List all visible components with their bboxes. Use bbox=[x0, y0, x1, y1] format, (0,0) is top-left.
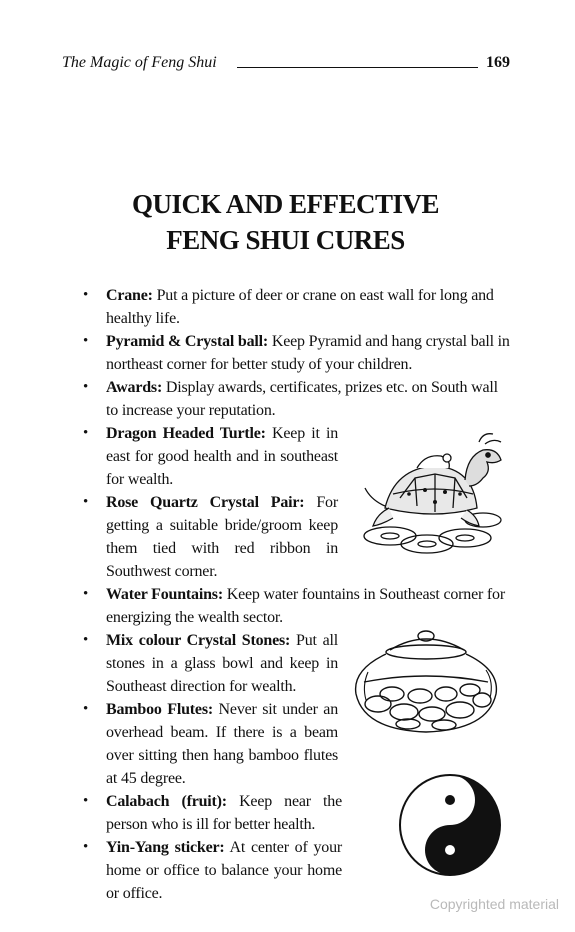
cure-text: For getting a suitable bride/groom keep them tied with red ribbon in Southwest corner. bbox=[106, 494, 338, 580]
book-title: The Magic of Feng Shui bbox=[62, 54, 217, 71]
cure-text: Keep it in east for good health and in southeast for wealth. bbox=[106, 425, 338, 488]
cure-text: Put a picture of deer or crane on east wall for long and healthy life. bbox=[106, 287, 494, 327]
cure-name: Calabach (fruit): bbox=[106, 793, 227, 810]
cure-name: Dragon Headed Turtle: bbox=[106, 425, 266, 442]
cure-name: Pyramid & Crystal ball: bbox=[106, 333, 269, 350]
bullet: • bbox=[83, 287, 89, 303]
bullet: • bbox=[83, 701, 89, 717]
cure-text: Display awards, certificates, prizes etc. on South wall to increase your reputation. bbox=[106, 379, 498, 419]
bullet: • bbox=[83, 839, 89, 855]
header-rule bbox=[237, 67, 478, 68]
crystal-bowl-illustration bbox=[348, 622, 503, 737]
dragon-turtle-illustration bbox=[355, 428, 505, 558]
cure-name: Crane: bbox=[106, 287, 153, 304]
bullet: • bbox=[83, 586, 89, 602]
bullet: • bbox=[83, 793, 89, 809]
page-number: 169 bbox=[486, 54, 510, 71]
page-heading-line-1: QUICK AND EFFECTIVE bbox=[131, 189, 440, 219]
list-item-rose-quartz bbox=[0, 491, 338, 583]
running-header bbox=[62, 54, 510, 76]
list-item-crane bbox=[0, 284, 510, 330]
cure-name: Awards: bbox=[106, 379, 163, 396]
list-item-calabach bbox=[0, 790, 342, 836]
cure-text: Keep near the person who is ill for better health. bbox=[106, 793, 342, 833]
list-item-turtle bbox=[0, 422, 338, 491]
cure-text: At center of your home or office to balance your home or office. bbox=[106, 839, 342, 902]
bullet: • bbox=[83, 632, 89, 648]
cure-name: Mix colour Crystal Stones: bbox=[106, 632, 291, 649]
cure-name: Bamboo Flutes: bbox=[106, 701, 213, 718]
cure-name: Yin-Yang sticker: bbox=[106, 839, 225, 856]
bullet: • bbox=[83, 379, 89, 395]
list-item-bamboo-flutes bbox=[0, 698, 338, 790]
bullet: • bbox=[83, 425, 89, 441]
yin-yang-icon bbox=[398, 773, 502, 877]
cure-text: Never sit under an overhead beam. If there is a beam over sitting then hang bamboo flutes at 45 degree. bbox=[106, 701, 339, 787]
list-item-pyramid bbox=[0, 330, 510, 376]
bullet: • bbox=[83, 333, 89, 349]
list-item-crystal-stones bbox=[0, 629, 338, 698]
cure-name: Rose Quartz Crystal Pair: bbox=[106, 494, 305, 511]
cure-name: Water Fountains: bbox=[106, 586, 223, 603]
page-heading-line-2: FENG SHUI CURES bbox=[166, 225, 405, 255]
list-item-awards bbox=[0, 376, 510, 422]
list-item-yin-yang bbox=[0, 836, 342, 905]
copyright-watermark: Copyrighted material bbox=[429, 896, 559, 912]
cure-text: Keep water fountains in Southeast corner for energizing the wealth sector. bbox=[106, 586, 505, 626]
cure-text: Put all stones in a glass bowl and keep in Southeast direction for wealth. bbox=[106, 632, 338, 695]
cure-text: Keep Pyramid and hang crystal ball in northeast corner for better study of your children. bbox=[106, 333, 510, 373]
bullet: • bbox=[83, 494, 89, 510]
